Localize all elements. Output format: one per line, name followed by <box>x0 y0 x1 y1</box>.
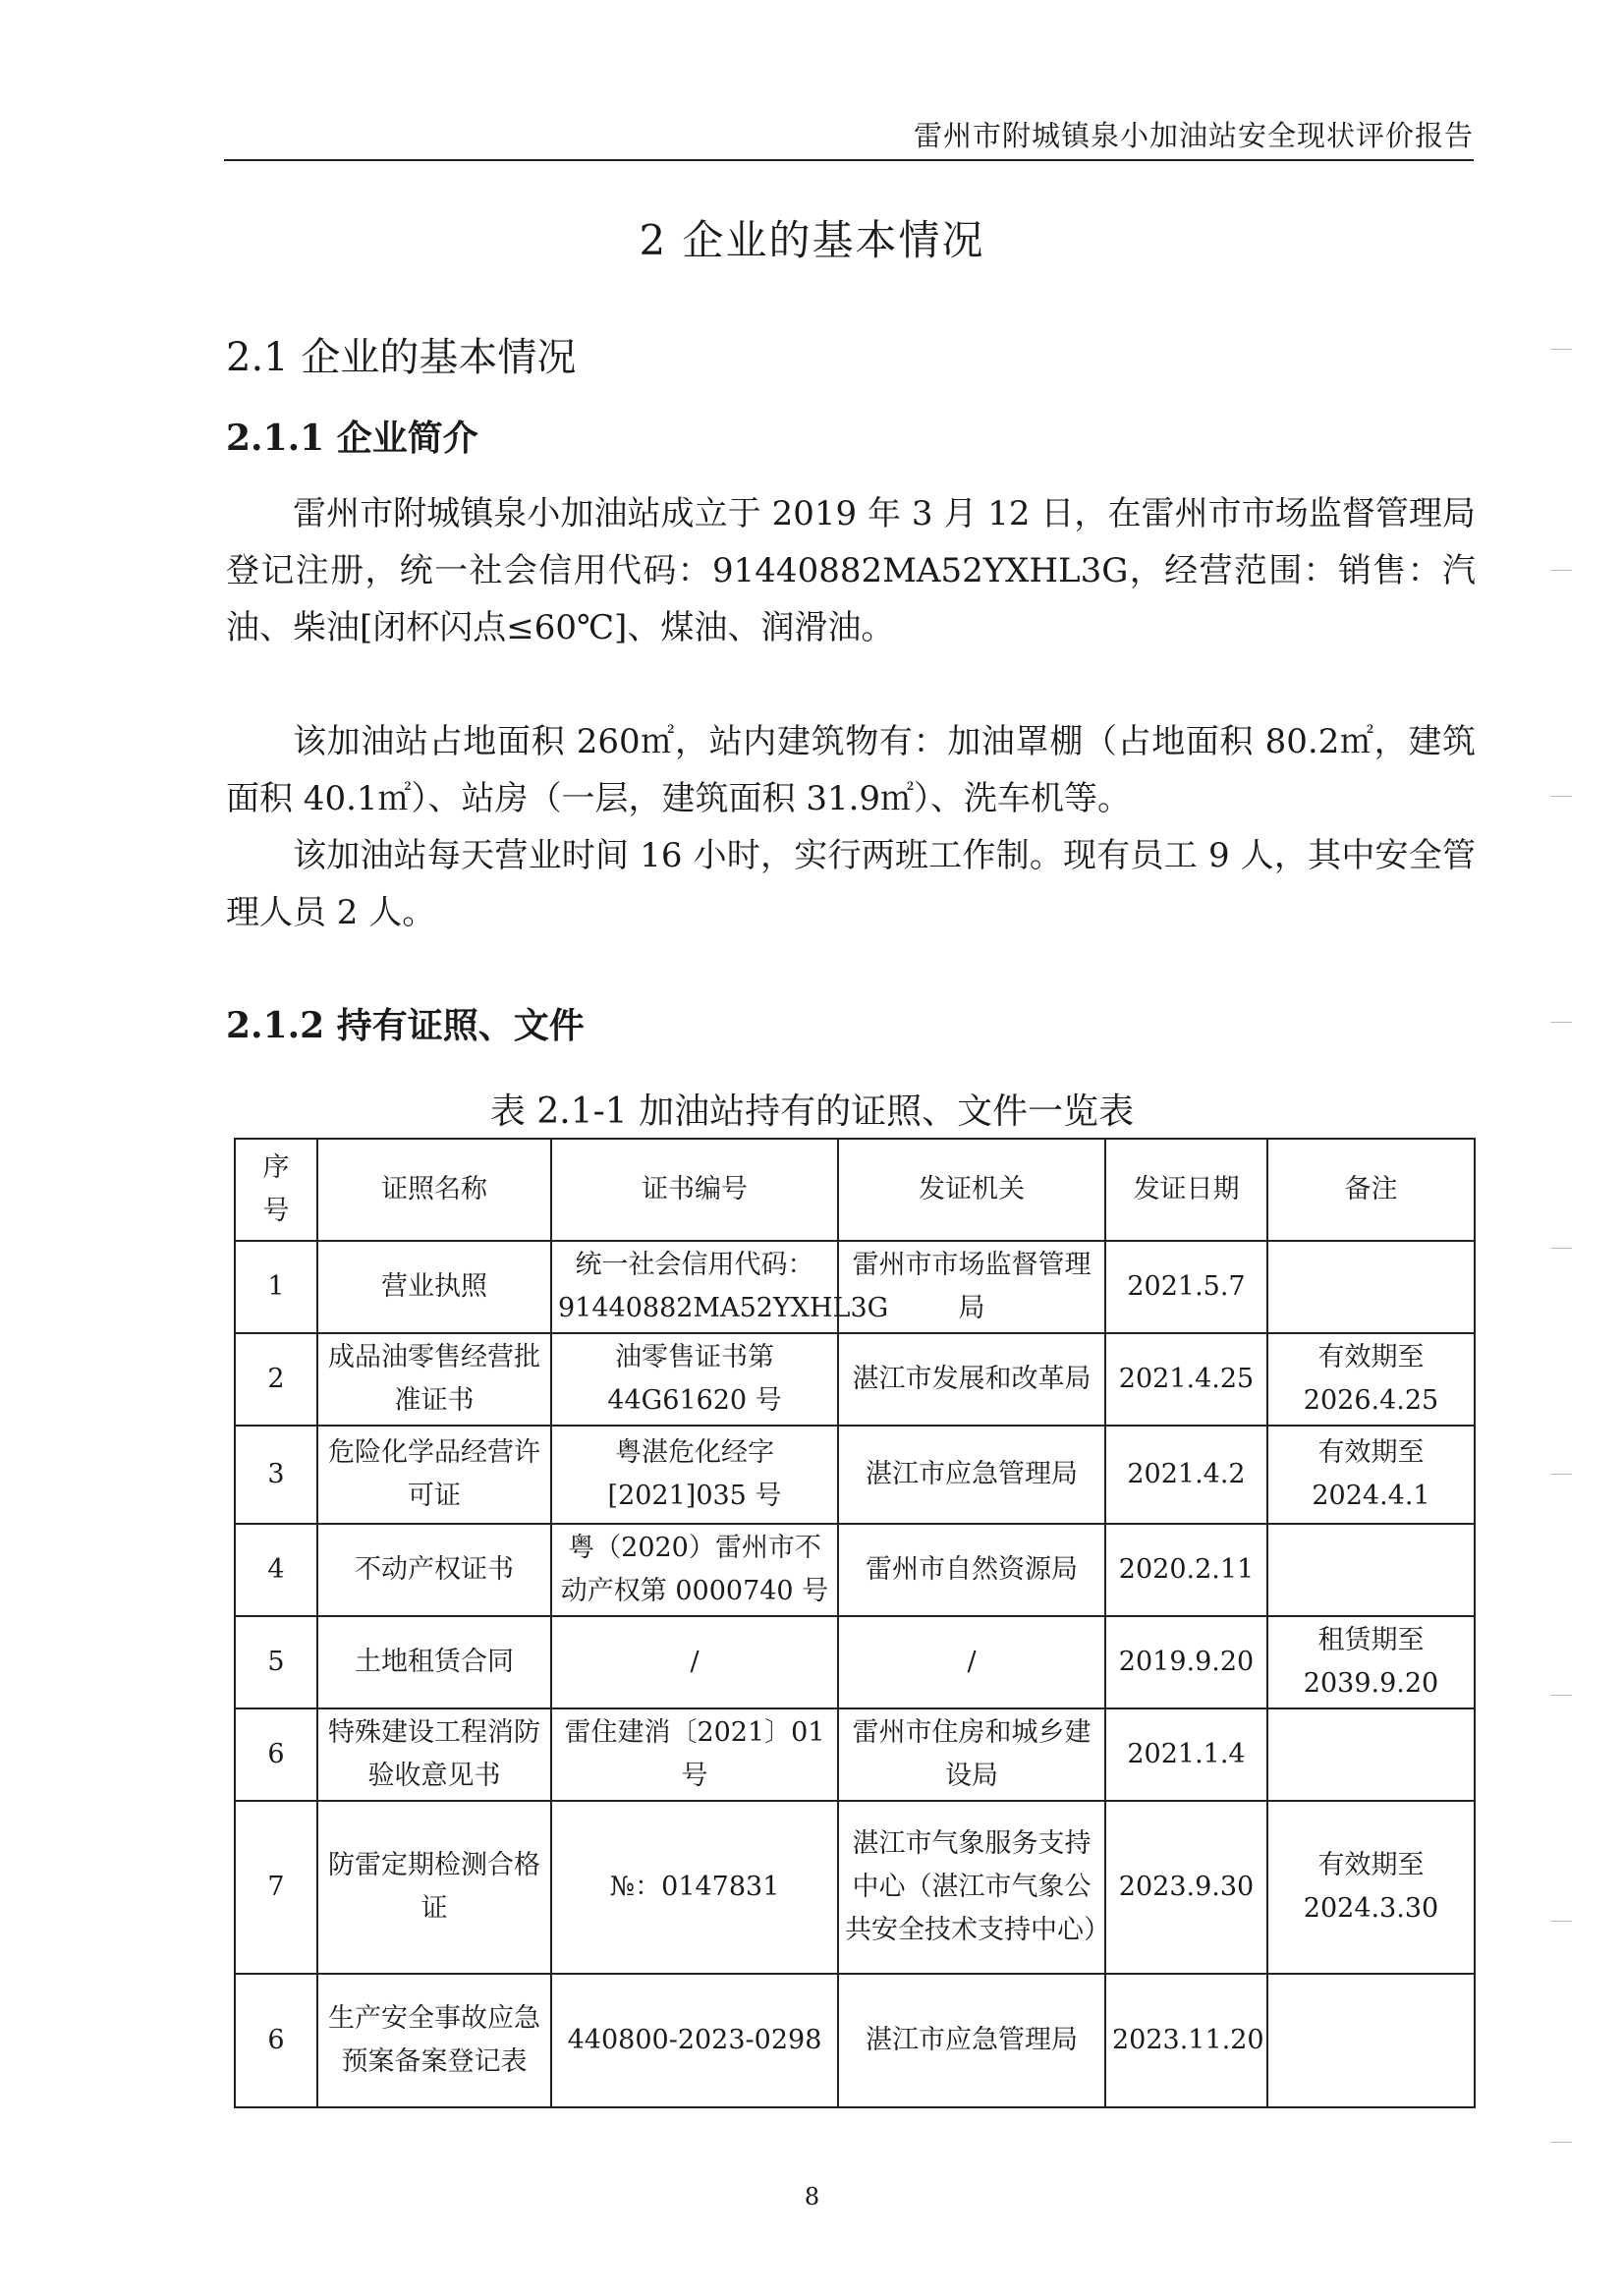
cell-remarks: 租赁期至2039.9.20 <box>1267 1616 1475 1708</box>
cell-remarks <box>1267 1974 1475 2107</box>
cell-name: 不动产权证书 <box>317 1524 551 1616</box>
table-row <box>235 1524 1475 1616</box>
cell-date: 2020.2.11 <box>1105 1524 1267 1616</box>
table-row <box>235 1616 1475 1708</box>
cell-date: 2023.9.30 <box>1105 1801 1267 1974</box>
cell-number: 油零售证书第44G61620 号 <box>551 1333 838 1426</box>
scan-margin-mark <box>1550 2142 1572 2143</box>
cell-index: 6 <box>235 1708 317 1801</box>
table-header-row <box>235 1139 1475 1241</box>
cell-issuer: 湛江市应急管理局 <box>838 1974 1105 2107</box>
cell-issuer: 湛江市气象服务支持中心（湛江市气象公共安全技术支持中心） <box>838 1801 1105 1974</box>
cell-number: / <box>551 1616 838 1708</box>
page-number: 8 <box>804 2183 820 2211</box>
cell-name: 特殊建设工程消防验收意见书 <box>317 1708 551 1801</box>
cell-name: 防雷定期检测合格证 <box>317 1801 551 1974</box>
cell-issuer: 湛江市发展和改革局 <box>838 1333 1105 1426</box>
cell-index: 7 <box>235 1801 317 1974</box>
cell-index: 6 <box>235 1974 317 2107</box>
subsection-title-intro: 2.1.1 企业简介 <box>226 418 478 459</box>
cell-name: 生产安全事故应急预案备案登记表 <box>317 1974 551 2107</box>
cell-number: 粤湛危化经字[2021]035 号 <box>551 1426 838 1524</box>
cell-index: 1 <box>235 1241 317 1333</box>
cell-issuer: 湛江市应急管理局 <box>838 1426 1105 1524</box>
cell-remarks: 有效期至2024.3.30 <box>1267 1801 1475 1974</box>
table-caption: 表 2.1-1 加油站持有的证照、文件一览表 <box>489 1092 1135 1132</box>
header-cell-issuer: 发证机关 <box>838 1139 1105 1241</box>
cell-remarks <box>1267 1241 1475 1333</box>
scan-margin-mark <box>1550 1695 1572 1696</box>
cell-number: 统一社会信用代码：91440882MA52YXHL3G <box>551 1241 838 1333</box>
header-cell-date: 发证日期 <box>1105 1139 1267 1241</box>
scan-margin-mark <box>1550 349 1572 350</box>
cell-issuer: 雷州市市场监督管理局 <box>838 1241 1105 1333</box>
cell-name: 成品油零售经营批准证书 <box>317 1333 551 1426</box>
scan-margin-mark <box>1550 1248 1572 1249</box>
header-cell-number: 证书编号 <box>551 1139 838 1241</box>
cell-remarks: 有效期至2026.4.25 <box>1267 1333 1475 1426</box>
section-title: 2.1 企业的基本情况 <box>226 335 577 380</box>
paragraph-intro: 雷州市附城镇泉小加油站成立于 2019 年 3 月 12 日，在雷州市市场监督管理局登记注册，统一社会信用代码：91440882MA52YXHL3G，经营范围：销售：汽油、柴油[闭杯闪点≤60℃]、煤油、润滑油。 <box>226 494 1476 647</box>
scan-margin-mark <box>1550 1921 1572 1922</box>
cell-index: 3 <box>235 1426 317 1524</box>
table-row <box>235 1801 1475 1974</box>
cell-name: 营业执照 <box>317 1241 551 1333</box>
cell-remarks <box>1267 1524 1475 1616</box>
cell-remarks <box>1267 1708 1475 1801</box>
cell-date: 2023.11.20 <box>1105 1974 1267 2107</box>
scan-margin-mark <box>1550 796 1572 797</box>
table-row <box>235 1426 1475 1524</box>
table-row <box>235 1241 1475 1333</box>
header-cell-name: 证照名称 <box>317 1139 551 1241</box>
header-cell-index: 序号 <box>235 1139 317 1241</box>
cell-date: 2021.1.4 <box>1105 1708 1267 1801</box>
cell-date: 2019.9.20 <box>1105 1616 1267 1708</box>
scan-margin-mark <box>1550 1022 1572 1023</box>
cell-date: 2021.5.7 <box>1105 1241 1267 1333</box>
cell-date: 2021.4.25 <box>1105 1333 1267 1426</box>
cell-name: 危险化学品经营许可证 <box>317 1426 551 1524</box>
cell-number: №：0147831 <box>551 1801 838 1974</box>
cell-date: 2021.4.2 <box>1105 1426 1267 1524</box>
certificates-table <box>234 1138 1476 2108</box>
cell-number: 440800-2023-0298 <box>551 1974 838 2107</box>
subsection-title-certificates: 2.1.2 持有证照、文件 <box>226 1005 585 1046</box>
chapter-title: 2 企业的基本情况 <box>639 216 985 264</box>
table-row <box>235 1708 1475 1801</box>
cell-issuer: / <box>838 1616 1105 1708</box>
running-header: 雷州市附城镇泉小加油站安全现状评价报告 <box>913 119 1474 152</box>
cell-number: 雷住建消〔2021〕01号 <box>551 1708 838 1801</box>
header-cell-remarks: 备注 <box>1267 1139 1475 1241</box>
paragraph-staff: 该加油站每天营业时间 16 小时，实行两班工作制。现有员工 9 人，其中安全管理人员 2 人。 <box>226 836 1476 932</box>
cell-index: 2 <box>235 1333 317 1426</box>
cell-index: 4 <box>235 1524 317 1616</box>
cell-number: 粤（2020）雷州市不动产权第 0000740 号 <box>551 1524 838 1616</box>
scan-margin-mark <box>1550 570 1572 571</box>
cell-issuer: 雷州市住房和城乡建设局 <box>838 1708 1105 1801</box>
table-row <box>235 1974 1475 2107</box>
scan-margin-mark <box>1550 1474 1572 1475</box>
paragraph-area: 该加油站占地面积 260㎡，站内建筑物有：加油罩棚（占地面积 80.2㎡，建筑面积 40.1㎡）、站房（一层，建筑面积 31.9㎡）、洗车机等。 <box>226 722 1476 818</box>
cell-remarks: 有效期至2024.4.1 <box>1267 1426 1475 1524</box>
table-row <box>235 1333 1475 1426</box>
cell-name: 土地租赁合同 <box>317 1616 551 1708</box>
header-divider <box>224 159 1474 161</box>
cell-index: 5 <box>235 1616 317 1708</box>
cell-issuer: 雷州市自然资源局 <box>838 1524 1105 1616</box>
